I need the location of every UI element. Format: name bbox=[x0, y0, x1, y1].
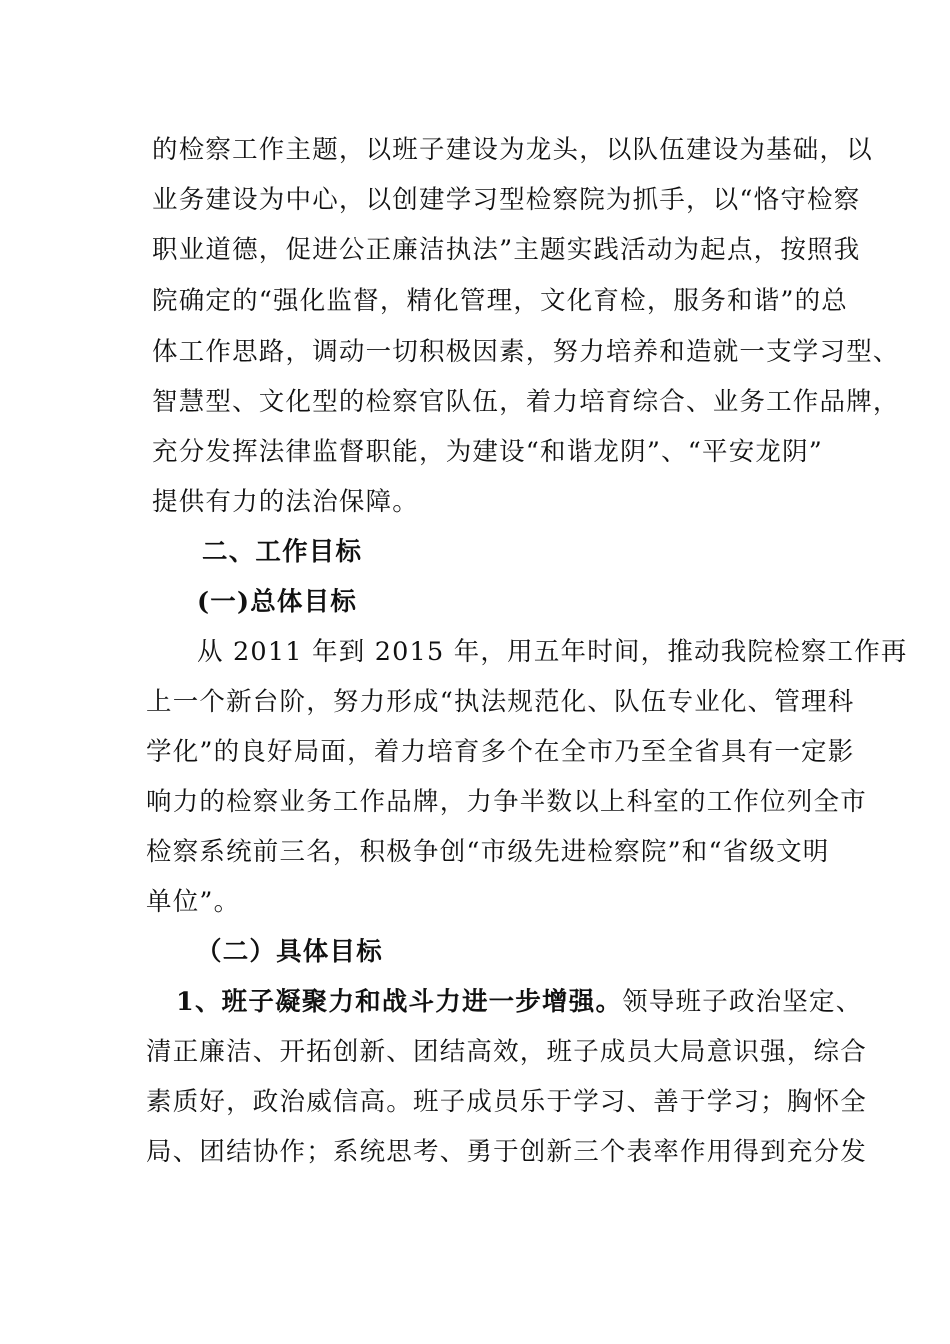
subheading-overall-goals: (一)总体目标 bbox=[197, 587, 358, 617]
item-1-line bbox=[176, 986, 862, 1018]
body-line-1: 的检察工作主题，以班子建设为龙头，以队伍建设为基础，以 bbox=[152, 135, 873, 165]
subheading-specific-goals: （二）具体目标 bbox=[196, 937, 383, 967]
body-line-5: 体工作思路，调动一切积极因素，努力培养和造就一支学习型、 bbox=[152, 337, 900, 367]
overall-goals-line-3: 学化”的良好局面，着力培育多个在全市乃至全省具有一定影 bbox=[146, 737, 855, 767]
overall-goals-line-5: 检察系统前三名，积极争创“市级先进检察院”和“省级文明 bbox=[146, 837, 830, 867]
item-1-title: 1、班子凝聚力和战斗力进一步增强。 bbox=[176, 987, 623, 1017]
item-1-cont-line-3: 局、团结协作；系统思考、勇于创新三个表率作用得到充分发 bbox=[146, 1137, 867, 1167]
body-line-4: 院确定的“强化监督，精化管理，文化育检，服务和谐”的总 bbox=[152, 286, 848, 316]
overall-goals-line-2: 上一个新台阶，努力形成“执法规范化、队伍专业化、管理科 bbox=[146, 687, 855, 717]
overall-goals-line-4: 响力的检察业务工作品牌，力争半数以上科室的工作位列全市 bbox=[146, 787, 867, 817]
section-heading-work-goals: 二、工作目标 bbox=[202, 537, 363, 567]
overall-goals-line-1: 从 2011 年到 2015 年，用五年时间，推动我院检察工作再 bbox=[197, 637, 908, 667]
overall-goals-line-6: 单位”。 bbox=[146, 887, 241, 917]
item-1-text: 领导班子政治坚定、 bbox=[622, 987, 863, 1017]
item-1-cont-line-2: 素质好，政治威信高。班子成员乐于学习、善于学习；胸怀全 bbox=[146, 1087, 867, 1117]
body-line-3: 职业道德，促进公正廉洁执法”主题实践活动为起点，按照我 bbox=[152, 235, 861, 265]
body-line-8: 提供有力的法治保障。 bbox=[152, 487, 420, 517]
body-line-6: 智慧型、文化型的检察官队伍，着力培育综合、业务工作品牌， bbox=[152, 387, 900, 417]
item-1-cont-line-1: 清正廉洁、开拓创新、团结高效，班子成员大局意识强，综合 bbox=[146, 1037, 867, 1067]
body-line-2: 业务建设为中心，以创建学习型检察院为抓手，以“恪守检察 bbox=[152, 185, 861, 215]
body-line-7: 充分发挥法律监督职能，为建设“和谐龙阴”、“平安龙阴” bbox=[152, 437, 824, 467]
